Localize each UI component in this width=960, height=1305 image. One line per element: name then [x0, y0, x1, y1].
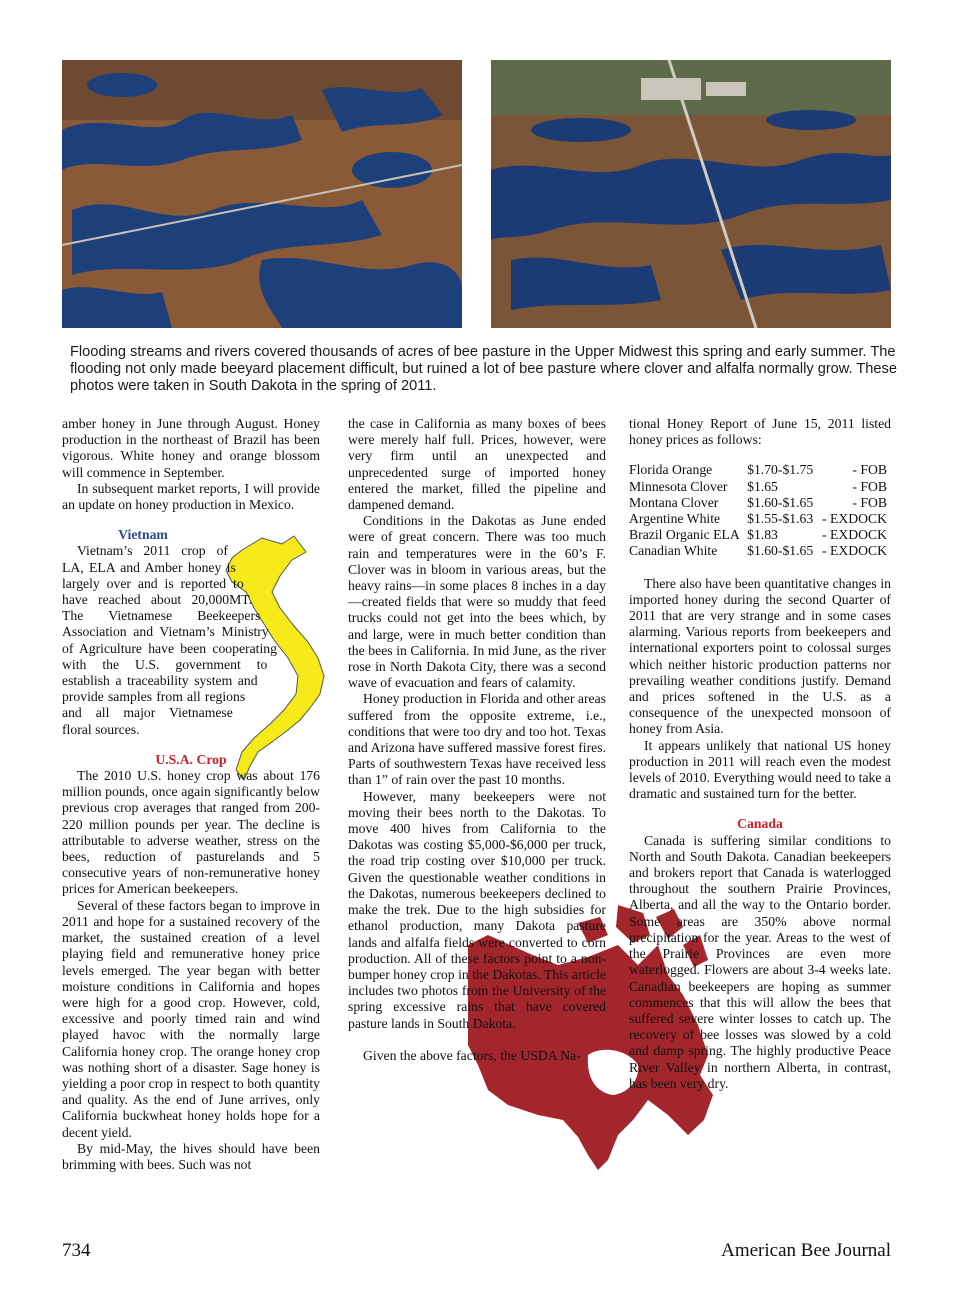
paragraph: Given the above factors, the USDA Na-	[363, 1047, 581, 1063]
page-number: 734	[62, 1240, 91, 1261]
price-row	[629, 462, 887, 478]
usa-crop-heading: U.S.A. Crop	[155, 751, 227, 767]
price-row	[629, 511, 887, 527]
price-price: $1.65	[747, 478, 778, 494]
paragraph: Vietnam’s 2011 crop of LA, ELA and Amber honey is largely over and is reported to have reached about 20,000MT. The Vietnamese Beekeepers Association and Vietnam’s Ministry of Agriculture have been cooperating with the U.S. government to establish a traceability system and provide samples from all regions and all major Vietnamese floral sources.	[62, 543, 277, 737]
paragraph: Canada is suffering similar conditions to North and South Dakota. Canadian beekeepers and brokers report that Canada is waterlogged throughout the southern Prairie Provinces, Alberta, and all the way to the Ontario border. Some areas are 350% above normal precipitation for the year. Areas to the west of the Prairie Provinces are even more waterlogged. Flowers are about 3-4 weeks late. Canadian beekeepers are hoping as summer commences that this will allow the bees that suffered severe winter losses to catch up. The recovery of bee losses was slowed by a cold and damp spring. The highly productive Peace River Valley in northern Alberta, in contrast, has been very dry.	[629, 832, 891, 1091]
aerial-photo-right	[491, 60, 891, 328]
price-row	[629, 527, 887, 543]
canada-heading: Canada	[737, 816, 783, 832]
journal-name: American Bee Journal	[721, 1240, 891, 1261]
price-terms: - EXDOCK	[821, 527, 887, 543]
price-terms: - FOB	[852, 462, 887, 478]
paragraph: It appears unlikely that national US honey production in 2011 will reach even the modest levels of 2010. Everything would need to take a dramatic and sustained turn for the better.	[629, 737, 891, 802]
price-product: Canadian White	[629, 543, 718, 559]
paragraph: amber honey in June through August. Honey production in the northeast of Brazil has been vigorous. White honey and orange blossom will commence in September.	[62, 416, 320, 480]
price-product: Montana Clover	[629, 494, 719, 510]
price-price: $1.55-$1.63	[747, 511, 814, 527]
price-product: Brazil Organic ELA	[629, 527, 740, 543]
photo-caption: Flooding streams and rivers covered thousands of acres of bee pasture in the Upper Midwest this spring and early summer. The flooding not only made beeyard placement difficult, but ruined a lot of bee pasture where clover and alfalfa normally grow. These photos were taken in South Dakota in the spring of 2011.	[70, 344, 897, 394]
price-row	[629, 543, 887, 559]
price-terms: - FOB	[852, 478, 887, 494]
price-terms: - FOB	[852, 494, 887, 510]
vietnam-heading: Vietnam	[118, 527, 168, 543]
paragraph: By mid-May, the hives should have been brimming with bees. Such was not	[62, 1140, 320, 1172]
price-product: Minnesota Clover	[629, 478, 728, 494]
price-row	[629, 495, 887, 511]
honey-price-table	[629, 462, 887, 559]
price-price: $1.70-$1.75	[747, 462, 814, 478]
price-product: Argentine White	[629, 511, 721, 527]
paragraph: The 2010 U.S. honey crop was about 176 million pounds, once again significantly below previous crop averages that ranged from 200-220 million pounds per year. The decline is attributable to adverse weather, stress on the bees, reduction of pasturelands and 5 consecutive years of non-remunerative honey prices for American beekeepers.	[62, 768, 320, 897]
price-row	[629, 479, 887, 495]
price-terms: - EXDOCK	[821, 543, 887, 559]
price-price: $1.60-$1.65	[747, 494, 814, 510]
column-1	[62, 416, 320, 1173]
paragraph: Conditions in the Dakotas as June ended were of great concern. There was too much rain and temperatures were in the 60’s F. Clover was in bloom in various areas, but the heavy rains—in some places 8 inches in a day—created fields that were so muddy that feed trucks could not get into the bees which, by and large, were in much better condition than the bees in California. In mid June, as the river rose in North Dakota City, there was a second wave of evacuation and fears of calamity.	[348, 513, 606, 691]
column-2	[348, 416, 606, 1064]
price-terms: - EXDOCK	[821, 511, 887, 527]
paragraph: tional Honey Report of June 15, 2011 listed honey prices as follows:	[629, 416, 891, 448]
paragraph: Honey production in Florida and other areas suffered from the opposite extreme, i.e., conditions that were too dry and too hot. Texas and Arizona have suffered massive forest fires. Parts of southwestern Texas have received less than 1” of rain over the past 10 months.	[348, 691, 606, 788]
paragraph: In subsequent market reports, I will provide an update on honey production in Mexico.	[62, 480, 320, 513]
paragraph: Several of these factors began to improve in 2011 and hope for a sustained recovery of the market, the sustained creation of a level playing field and remunerative honey price levels emerged. The year began with better moisture conditions in California and hopes were high for a good crop. However, cold, excessive and poorly timed rain and wind played havoc with the normally large California honey crop. The orange honey crop was nothing short of a disaster. Sage honey is yielding a poor crop in respect to both quantity and quality. As the end of June arrives, only California buckwheat honey holds hope for a decent yield.	[62, 897, 320, 1140]
price-price: $1.83	[747, 527, 778, 543]
price-product: Florida Orange	[629, 462, 713, 478]
paragraph: the case in California as many boxes of bees were merely half full. Prices, however, were very firm until an unexpected and unprecedented surge of imported honey entered the market, filled the pipeline and dampened demand.	[348, 416, 606, 513]
column-3	[629, 416, 891, 1092]
price-price: $1.60-$1.65	[747, 543, 814, 559]
paragraph: There also have been quantitative changes in imported honey during the second Quarter of 2011 that are very strange and in some cases alarming. Various reports from beekeepers and international exporters point to colossal surges which neither historic production patterns nor prevailing weather conditions justify. Demand and prices softened in the U.S. as a consequence of the unexpected monsoon of honey from Asia.	[629, 575, 891, 737]
paragraph: However, many beekeepers were not moving their bees north to the Dakotas. To move 400 hives from California to the Dakotas was costing $5,000-$6,000 per truck, the road trip costing over $10,000 per truck. Given the questionable weather conditions in the Dakotas, numerous beekeepers declined to make the trek. Due to the high subsidies for ethanol production, many Dakota pasture lands and alfalfa fields were converted to corn production. All of these factors point to a non-bumper honey crop in the Dakotas. This article includes two photos from the University of the spring excessive rains that have covered pasture lands in South Dakota.	[348, 788, 606, 1031]
aerial-photo-left	[62, 60, 462, 328]
